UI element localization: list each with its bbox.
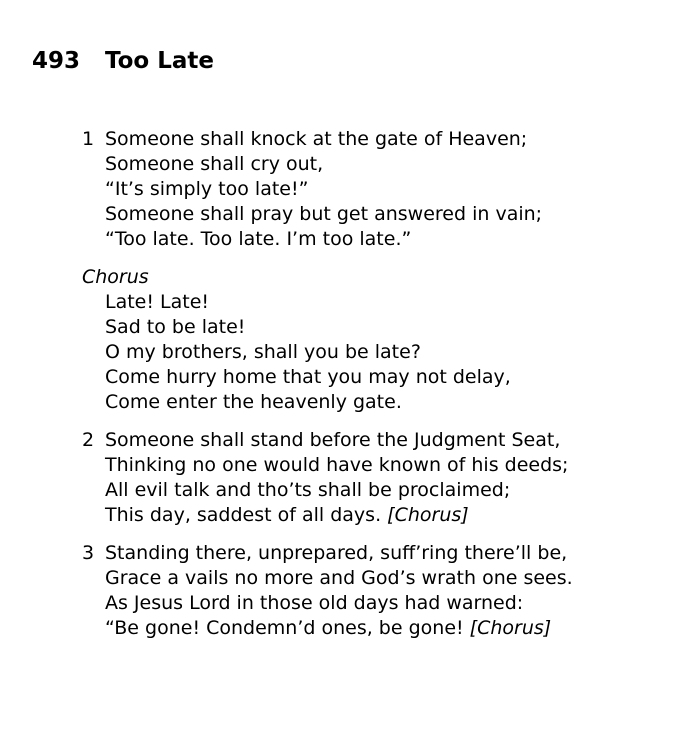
verse-line: Thinking no one would have known of his deeds; [105,454,569,476]
verse-line: Someone shall pray but get answered in vain; [105,203,543,225]
hymn-title: Too Late [105,48,215,74]
verse-line: Grace a vails no more and God’s wrath one sees. [105,567,573,589]
chorus-line: Come hurry home that you may not delay, [105,366,511,388]
verse-line: Someone shall cry out, [105,153,324,175]
verse-number: 1 [82,128,95,150]
chorus-label: Chorus [82,266,149,288]
verse-lines [105,127,542,252]
verse-line-text: “Be gone! Condemn’d ones, be gone! [105,617,470,639]
chorus-ref: [Chorus] [469,617,552,639]
chorus-ref: [Chorus] [387,504,469,526]
verse-line-text: This day, saddest of all days. [105,504,388,526]
verse-line-with-chorus-ref [105,616,573,641]
hymn-number: 493 [32,48,81,74]
verse-2 [82,428,568,528]
verse-number: 3 [82,542,95,564]
chorus-line: Come enter the heavenly gate. [105,391,402,413]
verse-3 [82,541,573,641]
chorus-line: Late! Late! [105,291,210,313]
verse-lines [105,541,573,641]
chorus [82,265,511,415]
verse-line: Someone shall stand before the Judgment Seat, [105,429,561,451]
verse-line: Someone shall knock at the gate of Heaven; [105,128,528,150]
chorus-line: O my brothers, shall you be late? [105,341,421,363]
verse-line: All evil talk and tho’ts shall be proclaimed; [105,479,511,501]
verse-line: As Jesus Lord in those old days had warned: [105,592,524,614]
chorus-line: Sad to be late! [105,316,246,338]
hymn-header [32,45,214,77]
verse-line: “Too late. Too late. I’m too late.” [105,228,412,250]
verse-line-with-chorus-ref [105,503,568,528]
verse-line: Standing there, unprepared, suff’ring there’ll be, [105,542,568,564]
verse-1 [82,127,542,252]
chorus-lines [105,290,511,415]
verse-lines [105,428,568,528]
verse-number: 2 [82,429,95,451]
verse-line: “It’s simply too late!” [105,178,309,200]
